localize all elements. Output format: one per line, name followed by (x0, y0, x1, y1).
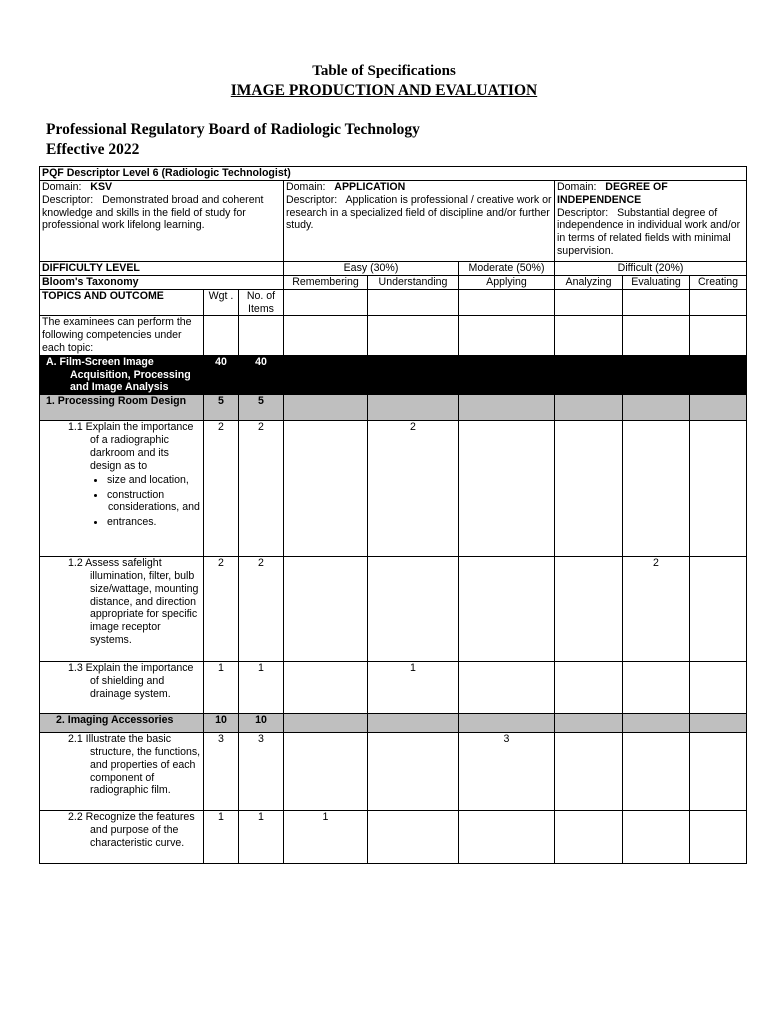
domain-application (284, 181, 555, 262)
outcome-2-1-wgt: 3 (204, 733, 239, 811)
difficulty-row (40, 262, 747, 276)
outcome-1-3-understanding: 1 (368, 662, 459, 714)
domain-ksv (40, 181, 284, 262)
outcome-2-1-label: 2.1 Illustrate the basic structure, the functions, and properties of each component of radiographic film. (40, 733, 204, 811)
outcome-2-2-remembering: 1 (284, 811, 368, 864)
section-a-wgt: 40 (204, 355, 239, 394)
outcome-1-2-items: 2 (239, 557, 284, 662)
outcome-1-1-cell (40, 421, 204, 557)
outcome-1-3-items: 1 (239, 662, 284, 714)
subject-title: IMAGE PRODUCTION AND EVALUATION (230, 82, 538, 99)
items-header: No. of Items (239, 289, 284, 316)
topic-2-row (40, 714, 747, 733)
board-name: Professional Regulatory Board of Radiologic Technology (46, 121, 420, 138)
domain-application-label: Domain: (286, 181, 326, 193)
intro-text: The examinees can perform the following competencies under each topic: (40, 316, 204, 355)
effective-date: Effective 2022 (46, 141, 140, 158)
bullet-item: • size and location, (100, 474, 201, 487)
document-title: Table of Specifications (312, 63, 456, 79)
outcome-1-3-wgt: 1 (204, 662, 239, 714)
outcome-2-1-row (40, 733, 747, 811)
outcome-1-2-row (40, 557, 747, 662)
domain-application-name: APPLICATION (334, 181, 406, 193)
topic-1-label: 1. Processing Room Design (40, 395, 204, 421)
domain-ksv-label: Domain: (42, 181, 82, 193)
bullet-item: • entrances. (100, 516, 201, 529)
blooms-remembering: Remembering (284, 276, 368, 290)
outcome-1-1-bullets (90, 474, 201, 528)
topic-2-wgt: 10 (204, 714, 239, 733)
difficulty-label: DIFFICULTY LEVEL (40, 262, 284, 276)
domain-independence-descriptor-label: Descriptor: (557, 206, 609, 219)
topic-1-row (40, 395, 747, 421)
domain-ksv-descriptor: Demonstrated broad and coherent knowledge and skills in the field of study for professional work lifelong learning. (42, 193, 264, 232)
pqf-row (40, 167, 747, 181)
outcome-1-1-items: 2 (239, 421, 284, 557)
pqf-descriptor: PQF Descriptor Level 6 (Radiologic Technologist) (40, 167, 747, 181)
blooms-label: Bloom's Taxonomy (40, 276, 284, 290)
domain-independence-descriptor: Substantial degree of independence in individual work and/or in terms of related fields with minimal supervision. (557, 206, 741, 257)
blooms-analyzing: Analyzing (555, 276, 623, 290)
topic-1-items: 5 (239, 395, 284, 421)
wgt-header: Wgt . (204, 289, 239, 316)
section-a-label: A. Film-Screen Image Acquisition, Processing and Image Analysis (40, 355, 204, 394)
domain-ksv-descriptor-label: Descriptor: (42, 193, 94, 206)
blooms-understanding: Understanding (368, 276, 459, 290)
outcome-2-2-wgt: 1 (204, 811, 239, 864)
outcome-2-2-row (40, 811, 747, 864)
domain-application-descriptor: Application is professional / creative work or research in a specialized field of discipline and/or further study. (286, 193, 552, 232)
domain-ksv-name: KSV (90, 181, 113, 193)
difficulty-difficult: Difficult (20%) (555, 262, 747, 276)
outcome-2-1-applying: 3 (459, 733, 555, 811)
intro-row (40, 316, 747, 355)
outcome-1-2-label: 1.2 Assess safelight illumination, filter, bulb size/wattage, mounting distance, and direction appropriate for specific image receptor systems. (40, 557, 204, 662)
blooms-evaluating: Evaluating (623, 276, 690, 290)
outcome-1-1-row (40, 421, 747, 557)
difficulty-moderate: Moderate (50%) (459, 262, 555, 276)
outcome-1-1-label: 1.1 Explain the importance of a radiographic darkroom and its design as to (68, 421, 194, 472)
domain-independence-name: DEGREE OF INDEPENDENCE (557, 181, 668, 206)
topic-2-label: 2. Imaging Accessories (40, 714, 204, 733)
domain-application-descriptor-label: Descriptor: (286, 193, 338, 206)
outcome-1-1-understanding: 2 (368, 421, 459, 557)
outcome-1-1-wgt: 2 (204, 421, 239, 557)
outcome-2-2-items: 1 (239, 811, 284, 864)
section-a-items: 40 (239, 355, 284, 394)
topic-1-wgt: 5 (204, 395, 239, 421)
outcome-1-2-wgt: 2 (204, 557, 239, 662)
domain-row (40, 181, 747, 262)
outcome-1-2-evaluating: 2 (623, 557, 690, 662)
outcome-1-3-row (40, 662, 747, 714)
blooms-creating: Creating (690, 276, 747, 290)
outcome-2-2-label: 2.2 Recognize the features and purpose of the characteristic curve. (40, 811, 204, 864)
specification-table (39, 166, 747, 864)
bullet-item: • construction considerations, and (100, 489, 201, 515)
domain-independence (555, 181, 747, 262)
section-a-row (40, 355, 747, 394)
topics-header: TOPICS AND OUTCOME (40, 289, 204, 316)
blooms-row (40, 276, 747, 290)
difficulty-easy: Easy (30%) (284, 262, 459, 276)
domain-independence-label: Domain: (557, 181, 597, 193)
blooms-applying: Applying (459, 276, 555, 290)
column-header-row (40, 289, 747, 316)
outcome-2-1-items: 3 (239, 733, 284, 811)
topic-2-items: 10 (239, 714, 284, 733)
outcome-1-3-label: 1.3 Explain the importance of shielding and drainage system. (40, 662, 204, 714)
